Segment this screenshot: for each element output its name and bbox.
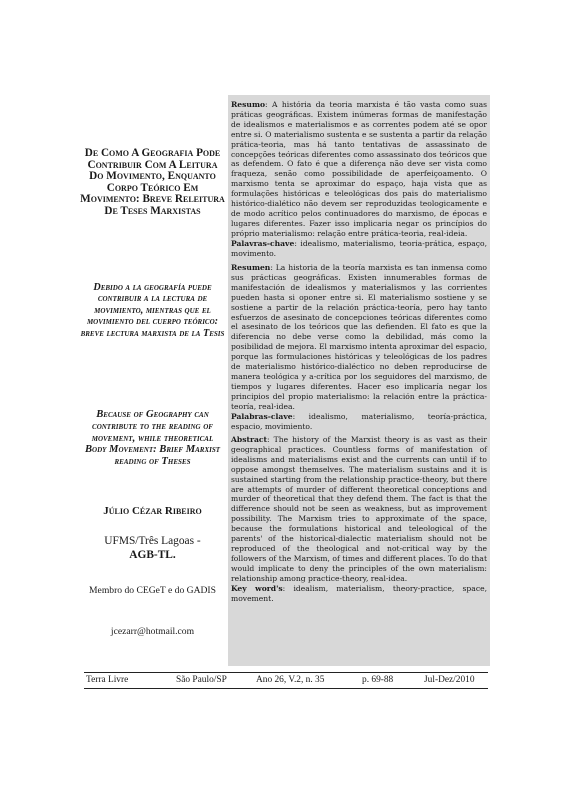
keywords-pt-label: Palavras-chave	[231, 238, 295, 248]
title-portuguese: De Como A Geografia Pode Contribuir Com A Leitura Do Movimento, Enquanto Corpo Teórico Em Movimento: Breve Releitura De Teses Marxistas	[80, 147, 225, 217]
abstract-es-text: : La historia de la teoría marxista es tan inmensa como sus prácticas geográficas. Existen innumerables formas de manifestación de idealismos y materialismos y las corrientes pueden hasta si oponer entre si. El materialismo sostiene y se sostiene a partir de la relación práctica-teoría, pero hay tanto esfuerzos de asesinato de concepciones teóricas diferentes como el asesinato de los teóricos que las defienden. El fato es que la diferencia no debe verse como la debilidad, más como la posibilidad de mejora. El marxismo intenta aproximar del espacio, porque las formulaciones históricas y teleológicas de los padres de materialismo histórico-dialéctico no deben reproducirse de manera teológica y a-crítica por los seguidores del marxismo, de tiempos y lugares diferentes. Hacer eso implicaría negar los principios del propio materialismo: la relación entre la práctica-teoría, real-idea.	[231, 263, 487, 411]
abstracts-panel	[228, 95, 490, 666]
abstract-pt-label: Resumo	[231, 100, 266, 109]
keywords-es	[231, 412, 487, 432]
author-name: Júlio Cézar Ribeiro	[103, 505, 202, 517]
footer-journal: Terra Livre	[86, 675, 129, 685]
footer-date: Jul-Dez/2010	[424, 675, 475, 685]
abstract-en-label: Abstract	[231, 435, 268, 444]
abstract-en-text: : The history of the Marxist theory is as vast as their geographical practices. Countless forms of manifestation of idealisms and materialisms exist and the currents can until if to oppose amongst themselves. The materialism sustains and it is sustained starting from the relationship practice-theory, but there are attempts of murder of different theoretical conceptions and murder of theoretical that they defend them. The fact is that the difference should not be seen as weakness, but as improvement possibility. The Marxism tries to approximate of the space, because the formulations historical and teleological of the parents' of the historical-dialectic materialism should not be reproduced of the theological and not-critical way by the followers of the Marxism, of times and different places. To do that would implicate to deny the principles of the own materialism: relationship among practice-theory, real-idea.	[231, 435, 487, 583]
keywords-es-label: Palabras-clave	[231, 411, 293, 421]
abstract-english	[231, 435, 487, 603]
abstract-pt-text: : A história da teoria marxista é tão vasta como suas práticas geográficas. Existem inúmeras formas de manifestação de idealismos e materialismos e as correntes podem até se opor entre si. O materialismo sustenta e se sustenta a partir da relação prática-teoria, mas há tanto tentativas de assassinato de concepções teóricas diferentes como assassinato dos teóricos que as defendem. O fato é que a diferença não deve ser vista como fraqueza, senão como possibilidade de aperfeiçoamento. O marxismo tenta se aproximar do espaço, haja vista que as formulações históricas e teleológicas dos pais do materialismo histórico-dialético não devem ser reproduzidas teologicamente e de modo acrítico pelos continuadores do marxismo, de épocas e lugares diferentes. Fazer isso implicaria negar os princípios do próprio materialismo: relação entre prática-teoria, real-ideia.	[231, 100, 487, 238]
keywords-en-text: : idealism, materialism, theory-practice, space, movement.	[231, 583, 487, 603]
title-block	[80, 147, 225, 637]
keywords-pt-text: : idealismo, materialismo, teoria-prática, espaço, movimento.	[231, 238, 487, 258]
title-english: Because of Geography can contribute to the reading of movement, while theoretical Body Movement: Brief Marxist reading of Theses	[84, 409, 221, 468]
affiliation-agb: AGB-TL.	[129, 549, 176, 561]
author-affiliation	[80, 534, 225, 562]
footer-volume: Ano 26, V.2, n. 35	[256, 675, 325, 685]
abstract-spanish	[231, 263, 487, 431]
author-membership: Membro do CEGeT e do GADIS	[89, 585, 216, 596]
keywords-pt	[231, 239, 487, 259]
footer-pages: p. 69-88	[362, 675, 394, 685]
author-email[interactable]: jcezarr@hotmail.com	[110, 626, 195, 637]
affiliation-institution: UFMS/Três Lagoas -	[104, 535, 201, 547]
abstract-portuguese	[231, 100, 487, 259]
keywords-en	[231, 584, 487, 604]
footer-city: São Paulo/SP	[176, 675, 227, 685]
keywords-en-label: Key word's	[231, 583, 283, 593]
title-spanish: Debido a la geografía puede contribuir a la lectura de movimiento, mientras que el movimiento del cuerpo teórico: breve lectura marxista de la Tesis	[80, 282, 225, 339]
page-footer	[84, 672, 488, 689]
abstract-es-label: Resumen	[231, 263, 271, 272]
keywords-es-text: : idealismo, materialismo, teoría-práctica, espacio, movimiento.	[231, 411, 487, 431]
